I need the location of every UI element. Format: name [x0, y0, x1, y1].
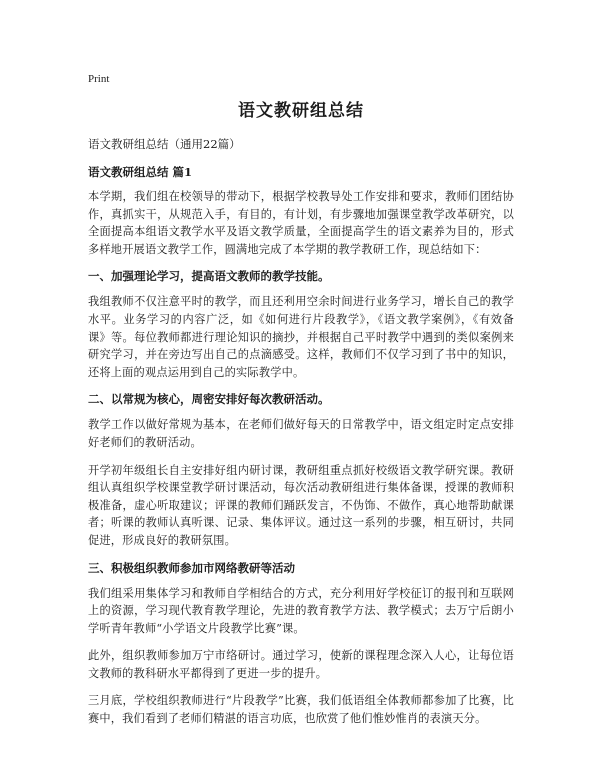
print-label[interactable]: Print — [88, 73, 110, 85]
section-3-paragraph-2: 此外，组织教师参加万宁市络研讨。通过学习，使新的课程理念深入人心，让每位语文教师的教科研水平都得到了更进一步的提升。 — [88, 649, 514, 680]
part-heading: 语文教研组总结 篇1 — [88, 165, 193, 179]
section-heading-3: 三、积极组织教师参加市网络教研等活动 — [88, 560, 295, 575]
document-subtitle: 语文教研组总结（通用22篇） — [88, 137, 241, 151]
page-title: 语文教研组总结 — [238, 101, 364, 121]
section-2-paragraph-1: 教学工作以做好常规为基本，在老师们做好每天的日常教学中，语文组定时定点安排好老师们的教研活动。 — [88, 418, 514, 449]
section-heading-1: 一、加强理论学习，提高语文教师的教学技能。 — [88, 269, 330, 284]
section-1-paragraph-1: 我组教师不仅注意平时的教学，而且还利用空余时间进行业务学习，增长自己的教学水平。业务学习的内容广泛，如《如何进行片段教学》，《语文教学案例》，《有效备课》等。每位教师都进行理论知识的摘抄，并根据自己平时教学中遇到的类似案例来研究学习，并在旁边写出自己的点滴感受。这样，教师们不仅学习到了书中的知识，还将上面的观点运用到自己的实际教学中。 — [88, 295, 514, 379]
section-heading-2: 二、以常规为核心，周密安排好每次教研活动。 — [88, 392, 330, 407]
section-2-paragraph-2: 开学初年级组长自主安排好组内研讨课，教研组重点抓好校级语文教学研究课。教研组认真组织学校课堂教学研讨课活动，每次活动教研组进行集体备课，授课的教师积极准备，虚心听取建议；评课的教师们踊跃发言，不伪饰、不做作，真心地帮助献课者；听课的教师认真听课、记录、集体评议。通过这一系列的步骤，相互研讨，共同促进，形成良好的教研氛围。 — [88, 463, 514, 547]
section-3-paragraph-1: 我们组采用集体学习和教师自学相结合的方式，充分利用好学校征订的报刊和互联网上的资源，学习现代教育教学理论，先进的教育教学方法、教学模式；去万宁后朗小学听青年教师“小学语文片段教学比赛”课。 — [88, 586, 514, 635]
section-3-paragraph-3: 三月底，学校组织教师进行“片段教学”比赛，我们低语组全体教师都参加了比赛，比赛中，我们看到了老师们精湛的语言功底，也欣赏了他们惟妙惟肖的表演天分。 — [88, 694, 514, 726]
intro-paragraph: 本学期，我们组在校领导的带动下，根据学校教导处工作安排和要求，教师们团结协作，真抓实干，从规范入手，有目的，有计划，有步骤地加强课堂教学改革研究，以全面提高本组语文教学水平及语文教学质量，全面提高学生的语文素养为目的，形式多样地开展语文教学工作，圆满地完成了本学期的教学教研工作，现总结如下： — [88, 190, 514, 256]
